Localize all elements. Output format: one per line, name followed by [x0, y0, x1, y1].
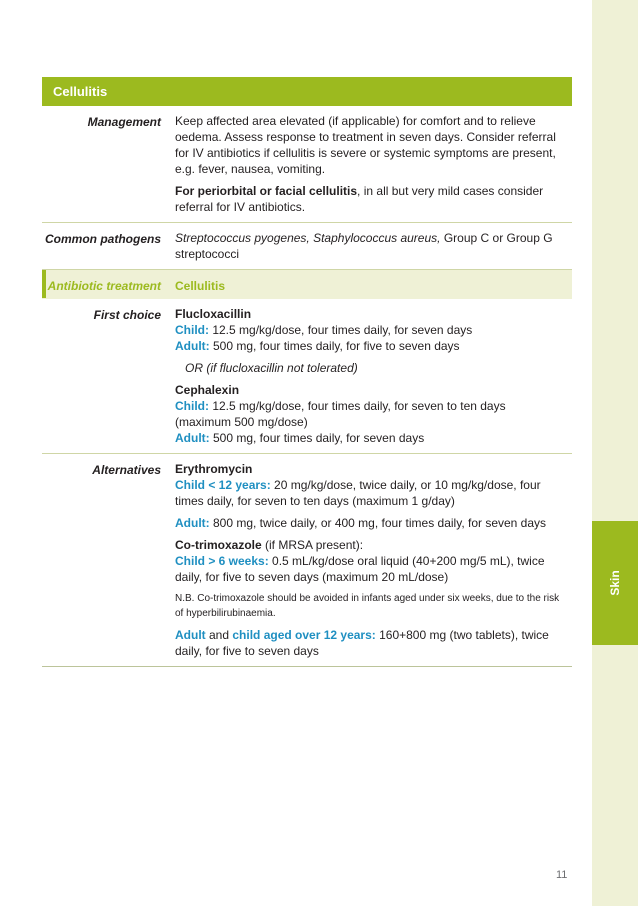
management-row [42, 106, 572, 223]
or-alternative-note: OR (if flucloxacillin not tolerated) [185, 361, 358, 375]
erythromycin-adult-label: Adult: [175, 516, 210, 530]
alternatives-label: Alternatives [92, 463, 161, 477]
cephalexin-adult-dose: 500 mg, four times daily, for seven days [209, 431, 425, 445]
page-number: 11 [556, 869, 568, 881]
flucloxacillin-block [175, 306, 562, 354]
management-label: Management [87, 115, 161, 129]
facial-cellulitis-text: , in all but very mild cases consider referral for IV antibiotics. [175, 184, 544, 214]
table-header [42, 77, 572, 106]
erythromycin-block [175, 461, 562, 509]
cellulitis-table [42, 77, 572, 667]
cephalexin-child-dose: 12.5 mg/kg/dose, four times daily, for seven to ten days (maximum 500 mg/dose) [175, 399, 506, 429]
flucloxacillin-adult-label: Adult: [175, 339, 210, 353]
pathogens-content [166, 223, 572, 269]
facial-cellulitis-heading: For periorbital or facial cellulitis [175, 184, 358, 198]
erythromycin-child-dose: 20 mg/kg/dose, twice daily, or 10 mg/kg/dose, four times daily, for seven to ten days (maximum 1 g/day) [175, 478, 541, 508]
table-title: Cellulitis [53, 84, 108, 99]
alternatives-content [166, 454, 572, 666]
facial-cellulitis-note [175, 183, 562, 215]
cephalexin-block [175, 382, 562, 446]
pathogens-row [42, 223, 572, 270]
cephalexin-name: Cephalexin [175, 383, 240, 397]
cotrimoxazole-child-dose: 0.5 mL/kg/dose oral liquid (40+200 mg/5 mL), twice daily, for five to seven days (maximum 20 mL/dose) [175, 554, 545, 584]
cotrimoxazole-name: Co-trimoxazole [175, 538, 262, 552]
first-choice-content [166, 299, 572, 453]
antibiotic-label: Antibiotic treatment [47, 279, 161, 293]
pathogens-label: Common pathogens [45, 232, 161, 246]
section-tab-label: Skin [608, 570, 622, 596]
first-choice-label: First choice [93, 308, 161, 322]
hyperbilirubinaemia-warning: N.B. Co-trimoxazole should be avoided in infants aged under six weeks, due to the risk of hyperbilirubinaemia. [175, 593, 560, 619]
erythromycin-adult [175, 515, 562, 531]
flucloxacillin-adult-dose: 500 mg, four times daily, for five to seven days [209, 339, 460, 353]
antibiotic-row [42, 270, 572, 299]
highlight-bar [42, 270, 46, 298]
cephalexin-child-label: Child: [175, 399, 209, 413]
erythromycin-child-label: Child < 12 years: [175, 478, 271, 492]
flucloxacillin-child-label: Child: [175, 323, 209, 337]
side-strip [592, 0, 638, 906]
cotrimoxazole-adult [175, 627, 562, 659]
cotrimoxazole-note: (if MRSA present): [261, 538, 364, 552]
cotrimoxazole-adult-dose: 160+800 mg (two tablets), twice daily, for five to seven days [175, 628, 549, 658]
cotrimoxazole-child12-label: child aged over 12 years: [232, 628, 376, 642]
erythromycin-adult-dose: 800 mg, twice daily, or 400 mg, four times daily, for seven days [209, 516, 547, 530]
first-choice-row [42, 299, 572, 454]
alternatives-row [42, 454, 572, 667]
cotrimoxazole-child-label: Child > 6 weeks: [175, 554, 269, 568]
pathogens-rest: Group C or Group G streptococci [175, 231, 553, 261]
management-content [166, 106, 572, 222]
antibiotic-value: Cellulitis [175, 279, 226, 293]
cephalexin-adult-label: Adult: [175, 431, 210, 445]
management-text: Keep affected area elevated (if applicable) for comfort and to relieve oedema. Assess response to treatment in seven days. Consider referral for IV antibiotics if cellulitis is severe or systemic symptoms are present, e.g. fever, nausea, vomiting. [175, 114, 556, 176]
erythromycin-name: Erythromycin [175, 462, 253, 476]
cotrimoxazole-and: and [205, 628, 233, 642]
pathogens-species: Streptococcus pyogenes, Staphylococcus aureus, [175, 231, 441, 245]
flucloxacillin-child-dose: 12.5 mg/kg/dose, four times daily, for seven days [209, 323, 473, 337]
flucloxacillin-name: Flucloxacillin [175, 307, 252, 321]
cotrimoxazole-block [175, 537, 562, 585]
pathogens-text [175, 230, 562, 262]
cotrimoxazole-adult-label: Adult [175, 628, 206, 642]
